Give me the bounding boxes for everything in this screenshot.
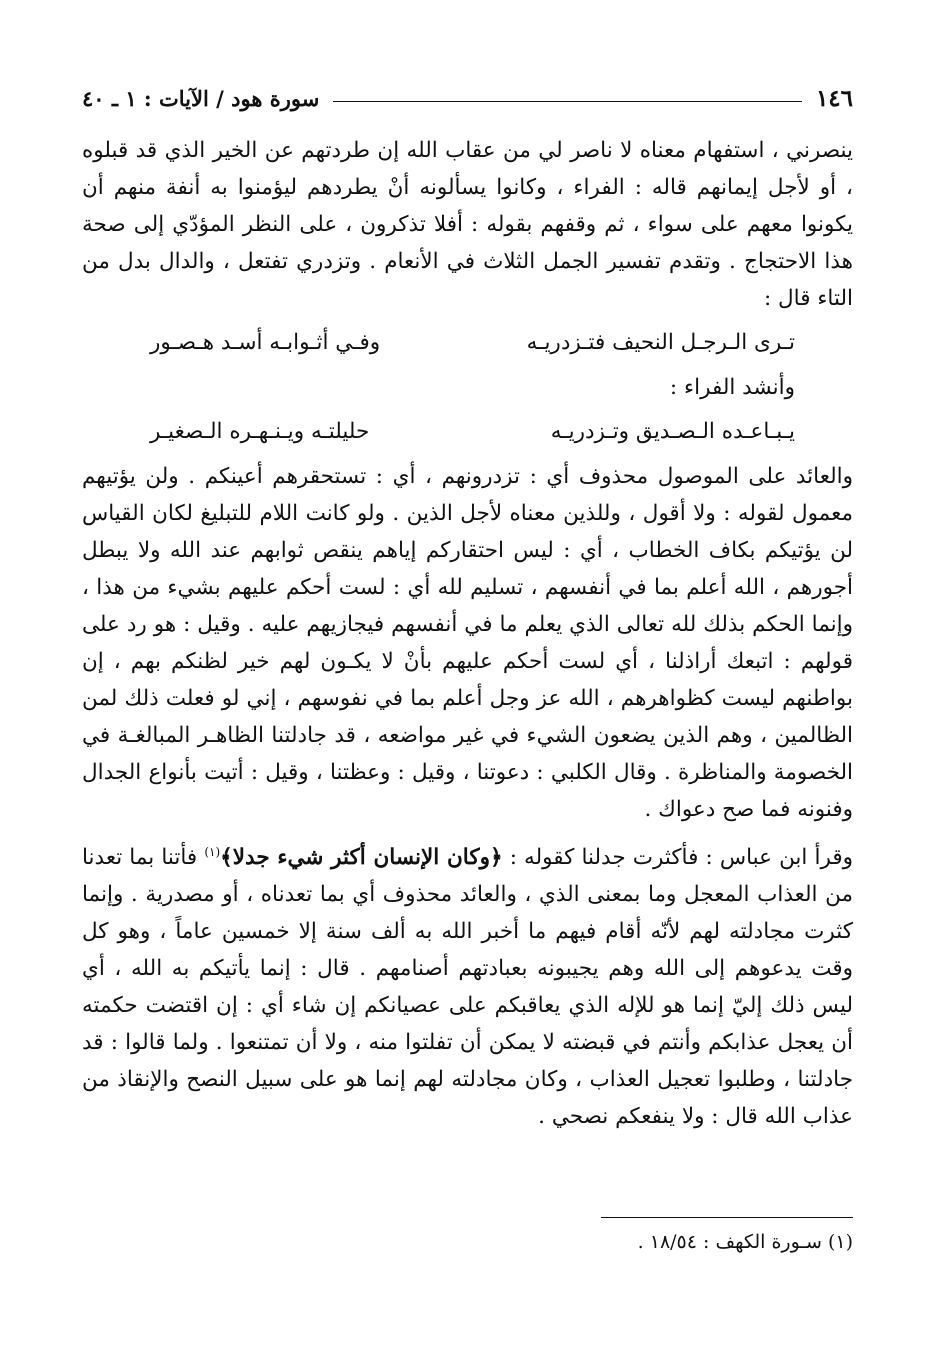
quran-quote: ﴿وكان الإنسان أكثر شيء جدلا﴾ — [220, 845, 503, 870]
verse-intro: وأنشد الفراء : — [669, 375, 795, 400]
running-title: سورة هود / الآيات : ١ ـ ٤٠ — [82, 85, 320, 111]
page-number: ١٤٦ — [815, 84, 853, 112]
paragraph-gap — [82, 828, 853, 839]
verse-1-hemistich-1: تـرى الـرجـل النحيف فتـزدريـه — [526, 330, 795, 355]
poetry-verse-2 — [82, 410, 853, 454]
paragraph-3 — [82, 839, 853, 1135]
paragraph-2 — [82, 458, 853, 828]
footnote: (١) سـورة الكهف : ١٨/٥٤ . — [637, 1231, 853, 1253]
paragraph-3-rest: فأتنا بما تعدنا من العذاب المعجل وما بمعنى الذي ، والعائد محذوف أي بما تعدناه ، أو مصدرية . وإنما كثرت مجادلته لهم لأنّه أقام فيهم ما أخبر الله به ألف سنة إلا خمسين عاماً ، وهو كل وقت يدعوهم إلى الله وهم يجيبونه بعبادتهم أصنامهم . قال : إنما يأتيكم به الله ، أي ليس ذلك إليّ إنما هو للإله الذي يعاقبكم على عصيانكم إن شاء أي : إن اقتضت حكمته أن يعجل عذابكم وأنتم في قبضته لا يمكن أن تفلتوا منه ، ولا أن تمتنعوا . ولما قالوا : قد جادلتنا ، وطلبوا تعجيل العذاب ، وكان مجادلته لهم إنما هو على سبيل النصح والإنقاذ من عذاب الله قال : ولا ينفعكم نصحي . — [82, 845, 853, 1129]
verse-1-hemistich-2: وفـي أثـوابـه أسـد هـصـور — [150, 330, 381, 355]
verse-2-hemistich-2: حليلتـه ويـنـهـره الـصغيـر — [150, 419, 370, 444]
footnote-rule — [601, 1217, 853, 1218]
header-rule — [333, 101, 802, 102]
running-header — [82, 80, 853, 116]
paragraph-3-start: وقرأ ابن عباس : فأكثرت جدلنا كقوله : — [509, 845, 853, 870]
footnote-marker: (١) — [204, 844, 221, 859]
main-text — [82, 132, 853, 1135]
paragraph-2-text: والعائد على الموصول محذوف أي : تزدرونهم ، أي : تستحقرهم أعينكم . ولن يؤتيهم معمول لقوله : ولا أقول ، وللذين معناه لأجل الذين . ولو كانت اللام للتبليغ لكان القياس لن يؤتيكم بكاف الخطاب ، أي : ليس احتقاركم إياهم ينقص ثوابهم عند الله ولا يبطل أجورهم ، الله أعلم بما في أنفسهم ، تسليم لله أي : لست أحكم عليهم بشيء من هذا ، وإنما الحكم بذلك لله تعالى الذي يعلم ما في أنفسهم فيجازيهم عليه . وقيل : هو رد على قولهم : اتبعك أراذلنا ، أي لست أحكم عليهم بأنْ لا يكـون لهم خير لظنكم بهم ، إن بواطنهم ليست كظواهرهم ، الله عز وجل أعلم بما في نفوسهم ، إني لو فعلت ذلك لمن الظالمين ، وهم الذين يضعون الشيء في غير مواضعه ، قد جادلتنا الظاهـر المبالغـة في الخصومة والمناظرة . وقال الكلبي : دعوتنا ، وقيل : وعظتنا ، وقيل : أتيت بأنواع الجدال وفنونه فما صح دعواك . — [82, 464, 853, 822]
paragraph-1: ينصرني ، استفهام معناه لا ناصر لي من عقاب الله إن طردتهم عن الخير الذي قد قبلوه ، أو لأجل إيمانهم قاله : الفراء ، وكانوا يسألونه أنْ يطردهم ليؤمنوا به أنفة منهم أن يكونوا معهم على سواء ، ثم وقفهم بقوله : أفلا تذكرون ، على النظر المؤدّي إلى صحة هذا الاحتجاج . وتقدم تفسير الجمل الثلاث في الأنعام . وتزدري تفتعل ، والدال بدل من التاء قال : — [82, 138, 853, 311]
poetry-verse-1 — [82, 321, 853, 365]
verse-2-hemistich-1: يـبـاعـده الـصـديق وتـزدريـه — [550, 419, 795, 444]
